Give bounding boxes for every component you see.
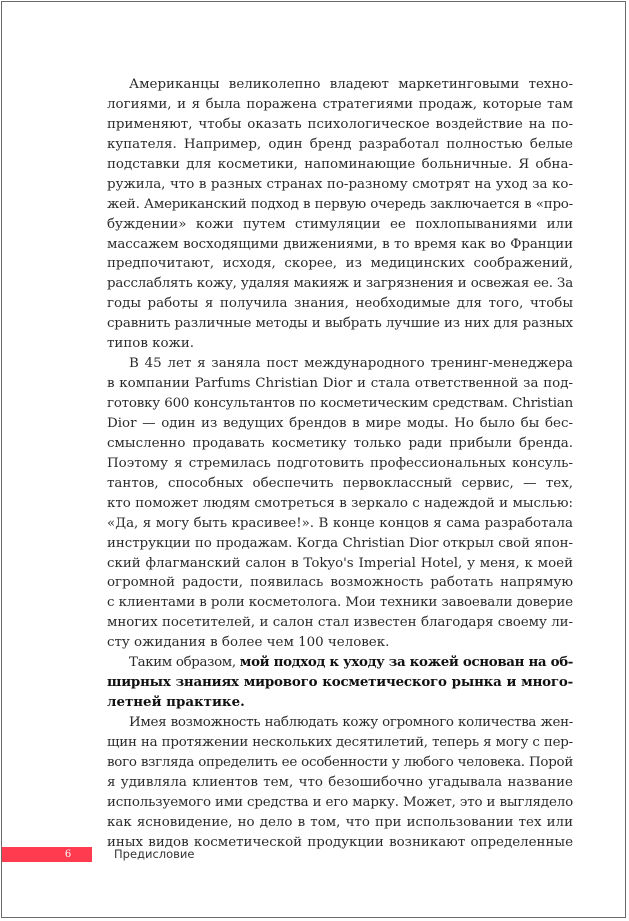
text-line: сравнить различные методы и выбрать лучшие из них для разных — [107, 316, 573, 332]
text-line: подставки для косметики, напоминающие больничные. Я обна- — [107, 156, 573, 172]
text-line: Поэтому я стремилась подготовить профессиональных консуль- — [107, 455, 573, 471]
emphasis-text: мой подход к уходу за кожей основан на об- — [239, 654, 573, 671]
text-line: тантов, способных обеспечить первоклассный сервис, — тех, — [107, 475, 573, 491]
text-line: Американцы великолепно владеют маркетинговыми техно- — [129, 77, 573, 92]
text-line — [107, 653, 573, 673]
text-line: щин на протяжении нескольких десятилетий, теперь я могу с пер- — [107, 734, 573, 750]
emphasis-text: летней практике. — [107, 694, 245, 711]
text-line: иных видов косметической продукции возникают определенные — [107, 834, 573, 850]
text-line — [107, 693, 573, 713]
text-line: ский флагманский салон в Tokyo's Imperial Hotel, у меня, к моей — [107, 555, 573, 571]
text-line: предпочитают, исходя, скорее, из медицинских соображений, — [107, 256, 573, 272]
text-line: сту ожидания в более чем 100 человек. — [107, 635, 390, 651]
text-line: В 45 лет я заняла пост международного тренинг-менеджера — [129, 356, 573, 372]
text-line: купателя. Например, один бренд разработал полностью белые — [107, 136, 573, 152]
paragraph-3 — [107, 653, 573, 713]
text-line: кто поможет людям смотреться в зеркало с надеждой и мыслью: — [107, 495, 573, 511]
text-line: с клиентами в роли косметолога. Мои техники завоевали доверие — [107, 595, 573, 611]
text-line: Dior — один из ведущих брендов в мире моды. Но было бы бес- — [107, 415, 573, 431]
text-line — [107, 673, 573, 693]
page-number: 6 — [64, 849, 72, 860]
text-line: массажем восходящими движениями, в то время как во Франции — [107, 236, 573, 252]
text-line: огромной радости, появилась возможность работать напрямую — [107, 575, 573, 591]
text-line: я удивляла клиентов тем, что безошибочно угадывала название — [107, 774, 573, 790]
text-line: готовку 600 консультантов по косметическим средствам. Christian — [107, 396, 573, 411]
text-line: многих посетителей, и салон стал известен благодаря своему ли- — [107, 615, 573, 631]
text-line: вого взгляда определить ее особенности у любого человека. Порой — [107, 754, 573, 770]
emphasis-text: ширных знаниях мирового косметического рынка и много- — [107, 674, 573, 691]
text-line: Имея возможность наблюдать кожу огромного количества жен- — [129, 715, 573, 730]
text-line: в компании Parfums Christian Dior и стала ответственной за под- — [107, 376, 573, 392]
running-footer-title: Предисловие — [114, 847, 195, 861]
body-text — [107, 75, 573, 853]
text-line: используемого ими средства и его марку. Может, это и выглядело — [107, 794, 573, 810]
text-line: расслаблять кожу, удаляя макияж и загрязнения и освежая ее. За — [107, 276, 573, 292]
book-page — [1, 1, 626, 918]
paragraph-4 — [107, 713, 573, 853]
paragraph-1 — [107, 75, 573, 354]
text-line: жей. Американский подход в первую очередь заключается в «про- — [107, 196, 573, 212]
text-line: как ясновидение, но дело в том, что при использовании тех или — [107, 814, 573, 830]
text-line: типов кожи. — [107, 336, 195, 352]
footer-accent-bar — [2, 847, 92, 862]
lead-text: Таким образом, — [129, 655, 240, 671]
text-line: логиями, и я была поражена стратегиями продаж, которые там — [107, 96, 573, 112]
text-line: инструкции по продажам. Когда Christian Dior открыл свой япон- — [107, 535, 573, 551]
text-line: буждении» кожи путем стимуляции ее похлопываниями или — [107, 216, 573, 232]
text-line: смысленно продавать косметику только ради прибыли бренда. — [107, 435, 573, 451]
paragraph-2 — [107, 354, 573, 653]
text-line: «Да, я могу быть красивее!». В конце концов я сама разработала — [107, 515, 573, 531]
text-line: применяют, чтобы оказать психологическое воздействие на по- — [107, 116, 573, 132]
text-line: годы работы я получила знания, необходимые для того, чтобы — [107, 296, 573, 312]
text-line: ружила, что в разных странах по-разному смотрят на уход за ко- — [107, 176, 573, 192]
